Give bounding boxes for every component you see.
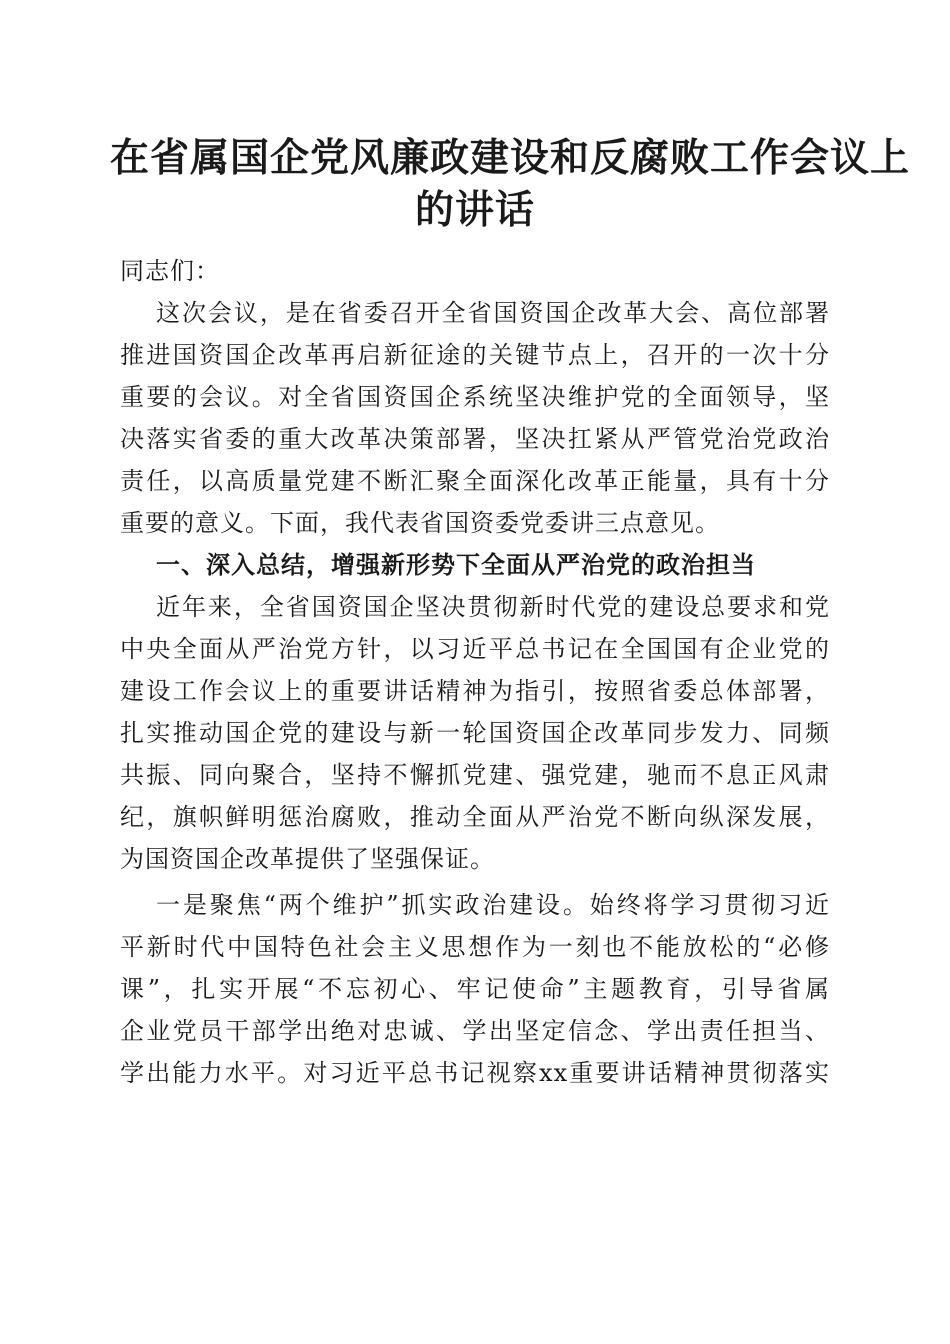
text-line: 决落实省委的重大改革决策部署，坚决扛紧从严管党治党政治	[120, 425, 830, 453]
text-line: 这次会议，是在省委召开全省国资国企改革大会、高位部署	[156, 299, 830, 327]
document-title	[110, 133, 911, 237]
section1-paragraph	[120, 586, 830, 880]
title-line-2: 的讲话	[414, 188, 535, 233]
text-line: 一是聚焦“两个维护”抓实政治建设。始终将学习贯彻习近	[156, 891, 830, 919]
text-line: 扎实推动国企党的建设与新一轮国资国企改革同步发力、同频	[120, 719, 830, 747]
section-heading-1: 一、深入总结，增强新形势下全面从严治党的政治担当	[156, 551, 756, 579]
text-line: 课”，扎实开展“不忘初心、牢记使命”主题教育，引导省属	[120, 975, 830, 1003]
document-body	[120, 250, 830, 1094]
text-line: 为国资国企改革提供了坚强保证。	[120, 845, 495, 873]
text-line: 中央全面从严治党方针，以习近平总书记在全国国有企业党的	[120, 635, 830, 663]
text-line: 平新时代中国特色社会主义思想作为一刻也不能放松的“必修	[120, 933, 830, 961]
text-line: 纪，旗帜鲜明惩治腐败，推动全面从严治党不断向纵深发展，	[120, 803, 830, 831]
text-line: 学出能力水平。对习近平总书记视察xx重要讲话精神贯彻落实	[120, 1059, 830, 1087]
text-line: 重要的会议。对全省国资国企系统坚决维护党的全面领导，坚	[120, 383, 830, 411]
text-line: 建设工作会议上的重要讲话精神为指引，按照省委总体部署，	[120, 677, 830, 705]
intro-paragraph	[120, 292, 830, 544]
point1-paragraph	[120, 884, 830, 1094]
text-line: 推进国资国企改革再启新征途的关键节点上，召开的一次十分	[120, 341, 830, 369]
text-line: 共振、同向聚合，坚持不懈抓党建、强党建，驰而不息正风肃	[120, 761, 830, 789]
salutation: 同志们：	[120, 257, 220, 285]
title-line-1: 在省属国企党风廉政建设和反腐败工作会议上	[110, 136, 911, 181]
text-line: 重要的意义。下面，我代表省国资委党委讲三点意见。	[120, 509, 720, 537]
text-line: 近年来，全省国资国企坚决贯彻新时代党的建设总要求和党	[156, 593, 830, 621]
text-line: 企业党员干部学出绝对忠诚、学出坚定信念、学出责任担当、	[120, 1017, 830, 1045]
text-line: 责任，以高质量党建不断汇聚全面深化改革正能量，具有十分	[120, 467, 830, 495]
